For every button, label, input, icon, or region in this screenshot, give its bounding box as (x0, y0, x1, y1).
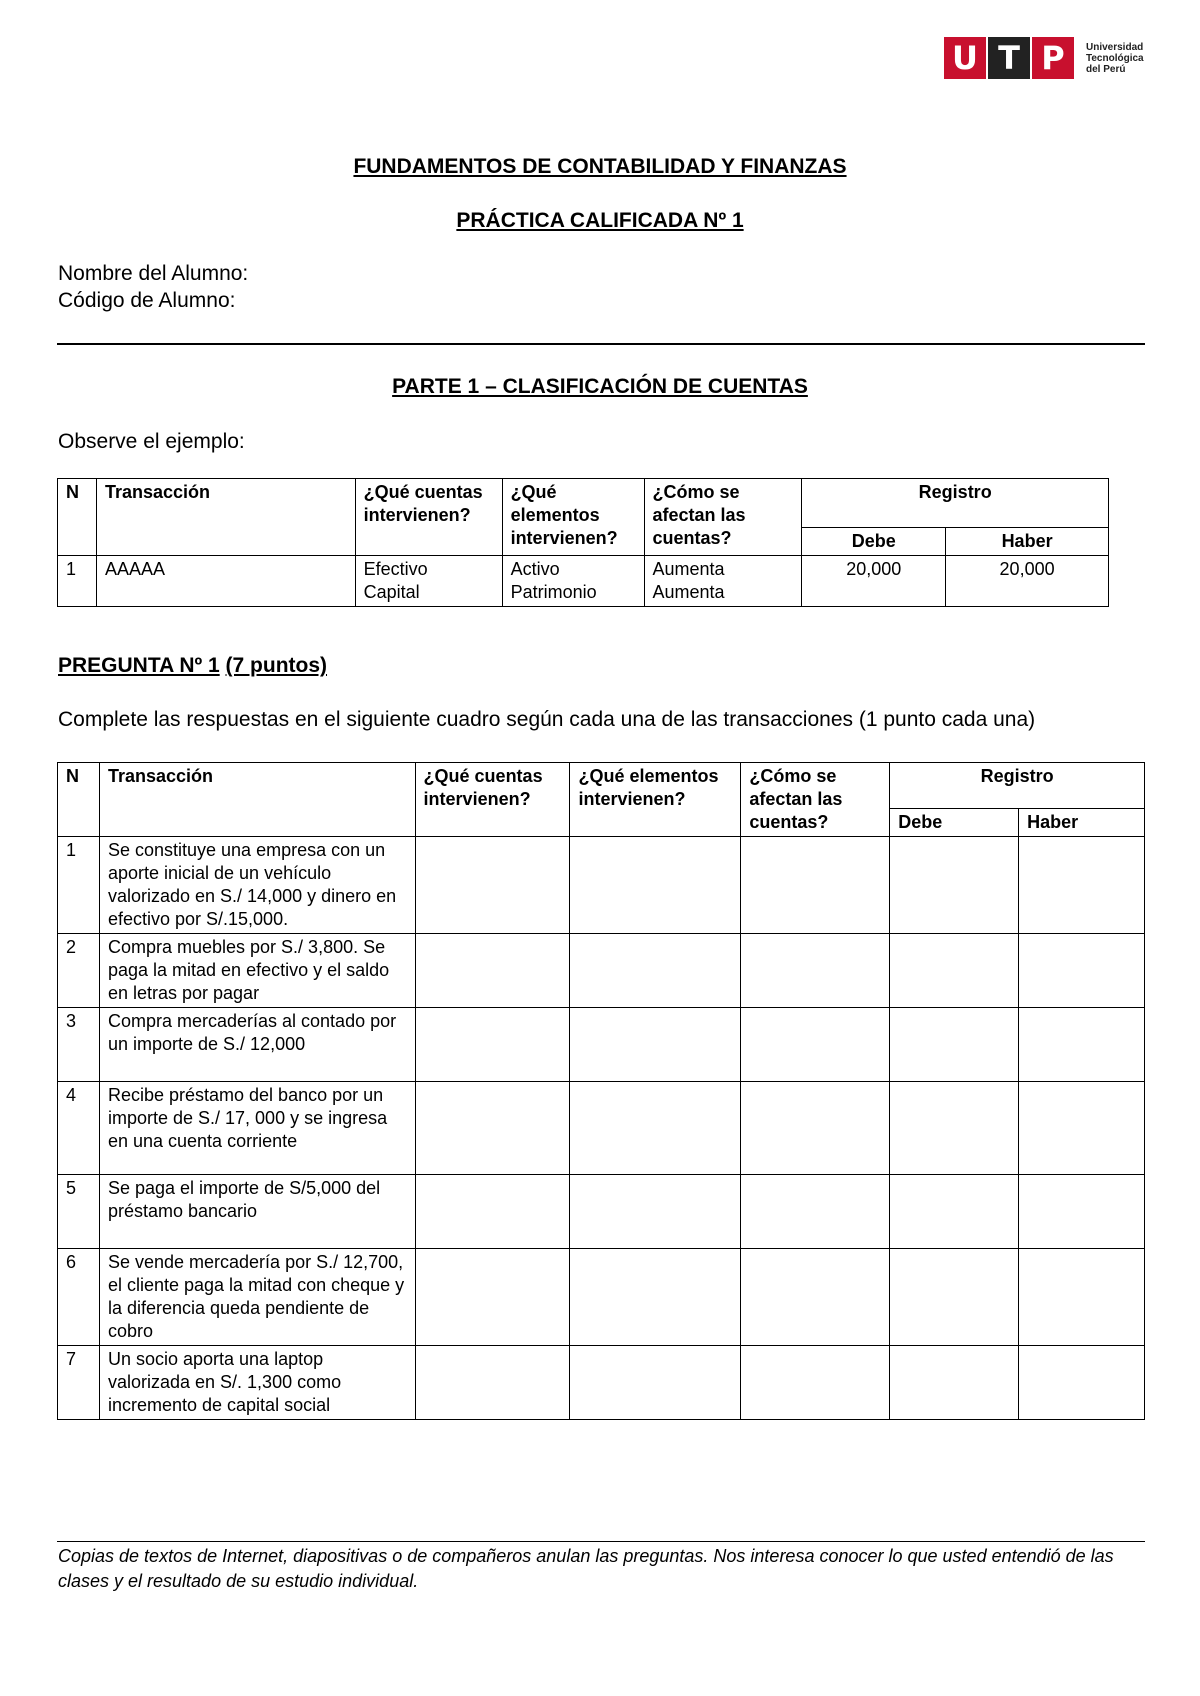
header-afectan: ¿Cómo se afectan las cuentas? (644, 479, 802, 556)
row-afectan-answer[interactable] (741, 1175, 890, 1249)
row-debe-answer[interactable] (890, 1082, 1019, 1175)
row-haber-answer[interactable] (1019, 837, 1145, 934)
logo-letter-p: P (1032, 37, 1074, 79)
row-haber-answer[interactable] (1019, 1008, 1145, 1082)
row-elementos-answer[interactable] (570, 1082, 741, 1175)
row-afectan-answer[interactable] (741, 934, 890, 1008)
logo-university-name: Universidad Tecnológica del Perú (1086, 41, 1144, 75)
row-n: 3 (58, 1008, 100, 1082)
row-debe-answer[interactable] (890, 837, 1019, 934)
row-cuentas-answer[interactable] (415, 1082, 570, 1175)
row-afectan-answer[interactable] (741, 837, 890, 934)
header-transaccion: Transacción (96, 479, 355, 556)
table-row (58, 1249, 1145, 1346)
observe-example-text: Observe el ejemplo: (58, 430, 245, 453)
header-haber: Haber (1019, 809, 1145, 837)
question-table (57, 762, 1145, 1420)
header-elementos: ¿Qué elementos intervienen? (502, 479, 644, 556)
row-transaccion: Recibe préstamo del banco por un importe de S./ 17, 000 y se ingresa en una cuenta corriente (99, 1082, 415, 1175)
row-elementos-answer[interactable] (570, 1175, 741, 1249)
table-row (58, 1346, 1145, 1420)
header-n: N (58, 763, 100, 837)
student-code-label: Código de Alumno: (58, 289, 236, 312)
row-cuentas-answer[interactable] (415, 1008, 570, 1082)
row-transaccion: AAAAA (96, 556, 355, 607)
row-n: 2 (58, 934, 100, 1008)
row-cuentas-answer[interactable] (415, 1346, 570, 1420)
row-transaccion: Se constituye una empresa con un aporte inicial de un vehículo valorizado en S./ 14,000 y dinero en efectivo por S/.15,000. (99, 837, 415, 934)
row-haber: 20,000 (946, 556, 1109, 607)
row-haber-answer[interactable] (1019, 1082, 1145, 1175)
question1-instruction: Complete las respuestas en el siguiente cuadro según cada una de las transacciones (1 punto cada una) (58, 708, 1036, 731)
row-haber-answer[interactable] (1019, 934, 1145, 1008)
row-transaccion: Se vende mercadería por S./ 12,700, el cliente paga la mitad con cheque y la diferencia queda pendiente de cobro (99, 1249, 415, 1346)
row-n: 6 (58, 1249, 100, 1346)
row-afectan-answer[interactable] (741, 1082, 890, 1175)
row-haber-answer[interactable] (1019, 1346, 1145, 1420)
header-transaccion: Transacción (99, 763, 415, 837)
row-transaccion: Se paga el importe de S/5,000 del préstamo bancario (99, 1175, 415, 1249)
row-elementos: Activo Patrimonio (502, 556, 644, 607)
row-afectan: Aumenta Aumenta (644, 556, 802, 607)
row-debe-answer[interactable] (890, 1175, 1019, 1249)
table-row (58, 1082, 1145, 1175)
logo-letter-t: T (988, 37, 1030, 79)
row-cuentas-answer[interactable] (415, 837, 570, 934)
row-elementos-answer[interactable] (570, 837, 741, 934)
table-row (58, 1008, 1145, 1082)
row-cuentas-answer[interactable] (415, 1175, 570, 1249)
row-cuentas-answer[interactable] (415, 1249, 570, 1346)
header-elementos: ¿Qué elementos intervienen? (570, 763, 741, 837)
row-n: 1 (58, 837, 100, 934)
part1-title: PARTE 1 – CLASIFICACIÓN DE CUENTAS (392, 375, 808, 398)
question1-points: (7 puntos) (225, 654, 328, 677)
header-n: N (58, 479, 97, 556)
row-haber-answer[interactable] (1019, 1175, 1145, 1249)
course-title: FUNDAMENTOS DE CONTABILIDAD Y FINANZAS (353, 155, 847, 178)
row-n: 1 (58, 556, 97, 607)
footer-note: Copias de textos de Internet, diapositivas o de compañeros anulan las preguntas. Nos interesa conocer lo que usted entendió de las clases y el resultado de su estudio individual. (58, 1546, 1114, 1591)
row-debe-answer[interactable] (890, 934, 1019, 1008)
row-transaccion: Un socio aporta una laptop valorizada en S/. 1,300 como incremento de capital social (99, 1346, 415, 1420)
row-debe-answer[interactable] (890, 1249, 1019, 1346)
practice-title: PRÁCTICA CALIFICADA Nº 1 (456, 209, 744, 232)
row-elementos-answer[interactable] (570, 1346, 741, 1420)
section-divider (57, 343, 1145, 345)
header-debe: Debe (890, 809, 1019, 837)
question1-label: PREGUNTA Nº 1 (58, 654, 220, 677)
table-row (58, 837, 1145, 934)
row-transaccion: Compra mercaderías al contado por un importe de S./ 12,000 (99, 1008, 415, 1082)
row-transaccion: Compra muebles por S./ 3,800. Se paga la mitad en efectivo y el saldo en letras por pagar (99, 934, 415, 1008)
row-afectan-answer[interactable] (741, 1346, 890, 1420)
row-cuentas-answer[interactable] (415, 934, 570, 1008)
row-afectan-answer[interactable] (741, 1249, 890, 1346)
header-haber: Haber (946, 528, 1109, 556)
row-n: 7 (58, 1346, 100, 1420)
header-debe: Debe (802, 528, 946, 556)
row-elementos-answer[interactable] (570, 1249, 741, 1346)
table-row (58, 934, 1145, 1008)
logo-letter-u: U (944, 37, 986, 79)
row-debe: 20,000 (802, 556, 946, 607)
header-registro: Registro (890, 763, 1145, 809)
header-afectan: ¿Cómo se afectan las cuentas? (741, 763, 890, 837)
row-afectan-answer[interactable] (741, 1008, 890, 1082)
question1-heading (58, 654, 327, 678)
row-debe-answer[interactable] (890, 1346, 1019, 1420)
footer-divider (57, 1541, 1145, 1542)
header-cuentas: ¿Qué cuentas intervienen? (415, 763, 570, 837)
table-row (58, 1175, 1145, 1249)
table-row (58, 556, 1109, 607)
header-cuentas: ¿Qué cuentas intervienen? (355, 479, 502, 556)
row-n: 5 (58, 1175, 100, 1249)
row-cuentas: Efectivo Capital (355, 556, 502, 607)
row-elementos-answer[interactable] (570, 1008, 741, 1082)
row-n: 4 (58, 1082, 100, 1175)
row-debe-answer[interactable] (890, 1008, 1019, 1082)
student-name-label: Nombre del Alumno: (58, 262, 249, 285)
row-elementos-answer[interactable] (570, 934, 741, 1008)
row-haber-answer[interactable] (1019, 1249, 1145, 1346)
example-table (57, 478, 1109, 607)
header-registro: Registro (802, 479, 1109, 528)
utp-logo (944, 36, 1156, 80)
